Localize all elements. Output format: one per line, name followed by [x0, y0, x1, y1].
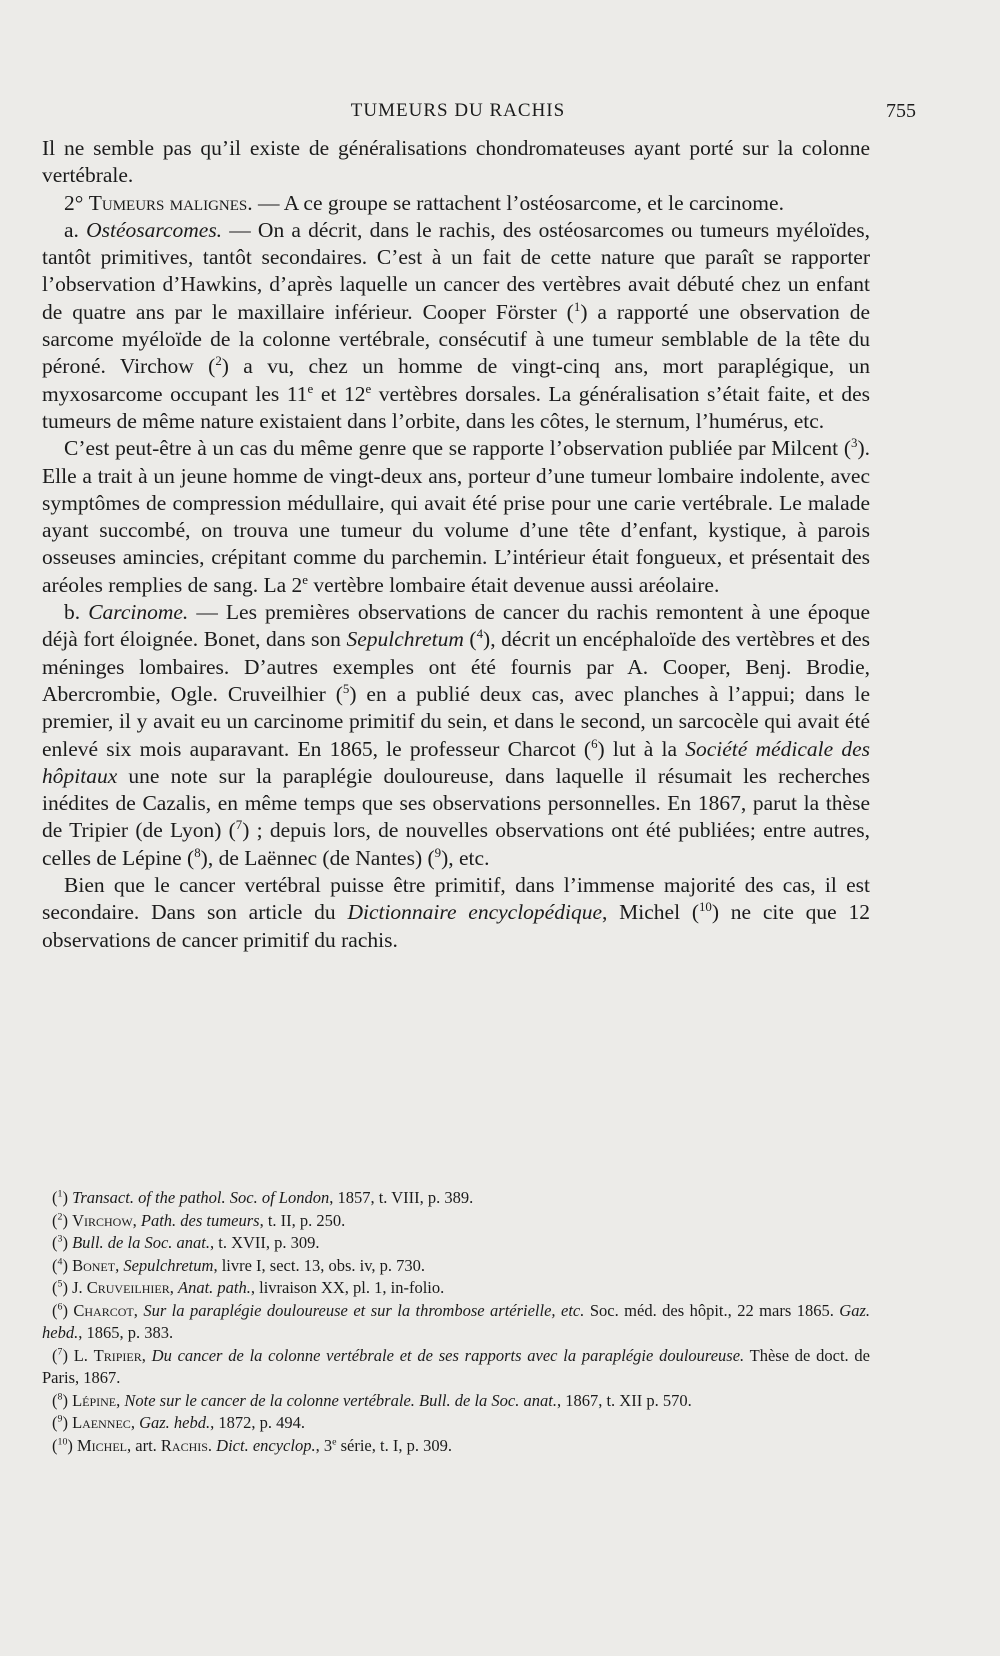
footnote-marker: ($^1$): [52, 1188, 73, 1207]
text-segment: ). Elle a trait à un jeune homme de vingt-deux ans, porteur d’une tumeur lombaire indolente, avec symptômes de compression médullaire, qui avait été prise pour une carie vertébrale. Le malade ayant succombé, on trouva une tumeur du volume d’une tête d’enfant, kystique, à parois osseuses amincies, crépitant comme du parchemin. L’intérieur était fongueux, et présentait des aréoles remplies de sang. La 2: [42, 436, 870, 597]
footnote-ref: 7: [235, 818, 243, 833]
running-title: TUMEURS DU RACHIS: [350, 100, 566, 121]
paragraph-primitive-vs-secondary: [42, 872, 870, 954]
footnote-text: , 1872, p. 494.: [210, 1413, 305, 1432]
footnote-number: 2: [57, 1211, 63, 1222]
text-segment: (: [463, 627, 477, 652]
footnote-5: [42, 1277, 870, 1300]
footnote-ref: 9: [434, 845, 442, 860]
footnote-text: , 3: [315, 1435, 333, 1455]
paragraph-carcinoma: [42, 599, 870, 872]
text-segment: — Les premières observations de cancer du rachis remontent à une époque déjà fort éloignée. Bonet, dans son: [42, 600, 871, 652]
footnote-number: 7: [57, 1346, 63, 1357]
italic-title: Sepulchretum: [346, 627, 464, 652]
footnote-8: [42, 1390, 870, 1413]
page-number: 755: [886, 100, 916, 122]
footnote-text: Transact. of the pathol. Soc. of London: [72, 1188, 330, 1207]
text-segment: ) a rapporté une observation de sarcome myéloïde de la colonne vertébrale, consécutif à une tumeur semblable de la tête du péroné. Virchow (: [42, 299, 871, 379]
section-heading-malignant-tumors: Tumeurs malignes.: [88, 190, 253, 215]
footnote-number: 1: [57, 1188, 63, 1200]
text-segment: ) a vu, chez un homme de vingt-cinq ans, mort paraplégique, un myxosarcome occupant les 11: [42, 354, 870, 406]
footnote-text: ,: [169, 1278, 178, 1297]
paragraph-osteosarcomas: [42, 217, 870, 435]
subsection-letter: a.: [64, 217, 87, 242]
footnote-marker: ($^6$): [52, 1300, 74, 1320]
text-segment: ) en a publié deux cas, avec planches à l’appui; dans le premier, il y avait eu un carcinome primitif du sein, et dans le second, un sarcocèle qui avait été enlevé six mois auparavant. En 1865, le professeur Charcot (: [42, 681, 870, 761]
footnote-text: , art.: [127, 1435, 161, 1455]
text-segment: ) lut à la: [597, 736, 686, 761]
body-text: [42, 135, 870, 954]
italic-title: Société médicale des hôpitaux: [42, 736, 870, 788]
paragraph-chondroma-conclusion: Il ne semble pas qu’il existe de généralisations chondromateuses ayant porté sur la colonne vertébrale.: [42, 136, 870, 188]
footnote-1: [42, 1187, 870, 1210]
footnote-number: 3: [57, 1233, 63, 1245]
footnote-text: ,: [141, 1345, 152, 1365]
footnote-text: , 1865, p. 383.: [78, 1323, 174, 1342]
footnote-2: [42, 1210, 870, 1233]
footnote-text: ,: [133, 1300, 144, 1320]
paragraph-milcent-case: [42, 435, 870, 599]
text-segment: ), etc.: [441, 845, 490, 870]
footnote-7: [42, 1345, 870, 1390]
footnote-ref: 8: [194, 845, 201, 860]
footnote-text: série, t. I, p. 309.: [336, 1435, 452, 1455]
footnote-text: Bull. de la Soc. anat.: [72, 1233, 211, 1252]
footnote-text: Gaz. hebd.: [42, 1300, 870, 1342]
footnote-10: [42, 1435, 870, 1458]
footnote-ref: 3: [851, 436, 858, 451]
footnote-text: Laennec: [72, 1413, 131, 1432]
footnote-text: , t. XVII, p. 309.: [210, 1233, 320, 1252]
footnote-text: , livre I, sect. 13, obs. iv, p. 730.: [213, 1255, 426, 1275]
footnote-text: Anat. path.: [177, 1278, 251, 1297]
footnote-text: Lépine: [72, 1390, 117, 1410]
footnote-text: Rachis: [160, 1435, 208, 1455]
footnote-text: ,: [116, 1390, 125, 1410]
footnote-text: Cruveilhier: [86, 1278, 170, 1297]
footnote-text: Dict. encyclop.: [216, 1435, 316, 1455]
text-segment: — On a décrit, dans le rachis, des ostéosarcomes ou tumeurs myéloïdes, tantôt primitives, tantôt secondaires. C’est à un fait de cette nature que paraît se rapporter l’observation d’Hawkins, d’après laquelle un cancer des vertèbres avait débuté chez un enfant de quatre ans par le maxillaire inférieur. Cooper Förster (: [42, 217, 871, 324]
footnote-number: 5: [57, 1278, 63, 1290]
footnote-text: Michel: [77, 1435, 127, 1455]
footnote-text: J.: [72, 1278, 87, 1297]
text-segment: une note sur la paraplégie douloureuse, dans laquelle il résumait les recherches inédites de Cazalis, en même temps que ses observations personnelles. En 1867, parut la thèse de Tripier (de Lyon) (: [42, 763, 870, 843]
footnote-text: Charcot: [73, 1300, 134, 1320]
section-intro-text: — A ce groupe se rattachent l’ostéosarcome, et le carcinome.: [252, 190, 784, 215]
footnote-number: 9: [57, 1413, 63, 1425]
ordinal-suffix: e: [365, 381, 372, 396]
text-segment: , Michel (: [602, 900, 699, 925]
footnote-text: Path. des tumeurs: [140, 1210, 260, 1230]
footnote-text: ,: [132, 1210, 141, 1230]
footnote-6: [42, 1300, 870, 1345]
footnote-9: [42, 1412, 870, 1435]
footnote-text: Sur la paraplégie douloureuse et sur la thrombose artérielle, etc.: [143, 1300, 585, 1320]
footnote-text: , 1857, t. VIII, p. 389.: [329, 1188, 474, 1207]
footnote-3: [42, 1232, 870, 1255]
section-number: 2°: [64, 190, 84, 215]
ordinal-suffix: e: [302, 572, 309, 587]
footnotes: [42, 1187, 870, 1457]
footnote-ref: 4: [476, 627, 484, 642]
subsection-heading-carcinoma: Carcinome.: [88, 600, 189, 625]
footnote-ref: 2: [215, 354, 222, 369]
footnote-text: Tripier: [93, 1345, 142, 1365]
footnote-ref: 10: [698, 900, 712, 915]
ordinal-suffix: e: [307, 381, 314, 396]
footnote-number: 10: [57, 1436, 68, 1447]
footnote-text: , 1867, t. XII p. 570.: [556, 1390, 692, 1410]
footnote-text: L.: [73, 1345, 94, 1365]
footnote-number: 6: [57, 1301, 63, 1312]
footnote-marker: ($^{10}$): [52, 1435, 77, 1455]
text-segment: ), de Laënnec (de Nantes) (: [200, 845, 435, 870]
footnote-text: Bonet: [72, 1255, 116, 1275]
subsection-heading-osteosarcomas: Ostéosarcomes.: [86, 217, 223, 242]
footnote-number: 4: [57, 1256, 63, 1267]
footnote-marker: ($^2$): [52, 1210, 73, 1230]
footnote-text: Virchow: [72, 1210, 133, 1230]
running-header: [44, 100, 916, 126]
footnote-text: Note sur le cancer de la colonne vertébrale. Bull. de la Soc. anat.: [124, 1390, 557, 1410]
footnote-text: , t. II, p. 250.: [259, 1210, 346, 1230]
subsection-letter: b.: [64, 600, 89, 625]
paragraph-malignant-tumors: [42, 190, 870, 217]
footnote-text: .: [207, 1435, 217, 1455]
text-segment: ) ne cite que 12 observations de cancer primitif du rachis.: [42, 900, 871, 952]
footnote-text: ,: [130, 1413, 140, 1432]
footnote-text: Thèse de doct. de Paris, 1867.: [42, 1345, 870, 1387]
footnote-marker: ($^8$): [52, 1390, 73, 1410]
footnote-ref: 1: [573, 299, 581, 314]
footnote-text: Du cancer de la colonne vertébrale et de ses rapports avec la paraplégie douloureuse.: [151, 1345, 745, 1365]
text-segment: et 12: [313, 381, 366, 406]
footnote-marker: ($^9$): [52, 1413, 73, 1432]
footnote-text: Gaz. hebd.: [139, 1413, 211, 1432]
footnote-text: e: [332, 1436, 337, 1447]
text-segment: C’est peut-être à un cas du même genre que se rapporte l’observation publiée par Milcent (: [64, 436, 851, 461]
text-segment: vertèbre lombaire était devenue aussi aréolaire.: [308, 572, 720, 597]
footnote-text: Sepulchretum: [123, 1255, 214, 1275]
footnote-4: [42, 1255, 870, 1278]
text-segment: ) ; depuis lors, de nouvelles observations ont été publiées; entre autres, celles de Lépine (: [42, 818, 870, 870]
footnote-marker: ($^5$): [52, 1278, 73, 1297]
footnote-text: , livraison XX, pl. 1, in-folio.: [250, 1278, 445, 1297]
text-segment: Bien que le cancer vertébral puisse être primitif, dans l’immense majorité des cas, il est secondaire. Dans son article du: [42, 873, 870, 925]
text-segment: vertèbres dorsales. La généralisation s’était faite, et des tumeurs de même nature existaient dans l’orbite, dans les côtes, le sternum, l’humérus, etc.: [42, 381, 870, 433]
text-segment: ), décrit un encéphaloïde des vertèbres et des méninges lombaires. D’autres exemples ont été fournis par A. Cooper, Benj. Brodie, Abercrombie, Ogle. Cruveilhier (: [42, 627, 870, 706]
footnote-ref: 6: [591, 736, 598, 751]
italic-title: Dictionnaire encyclopédique: [347, 900, 602, 925]
footnote-text: ,: [115, 1255, 124, 1275]
footnote-marker: ($^4$): [52, 1255, 73, 1275]
footnote-ref: 5: [342, 681, 350, 696]
footnote-marker: ($^3$): [52, 1233, 73, 1252]
footnote-marker: ($^7$): [52, 1345, 74, 1365]
footnote-text: Soc. méd. des hôpit., 22 mars 1865.: [584, 1300, 840, 1320]
footnote-number: 8: [57, 1391, 63, 1402]
